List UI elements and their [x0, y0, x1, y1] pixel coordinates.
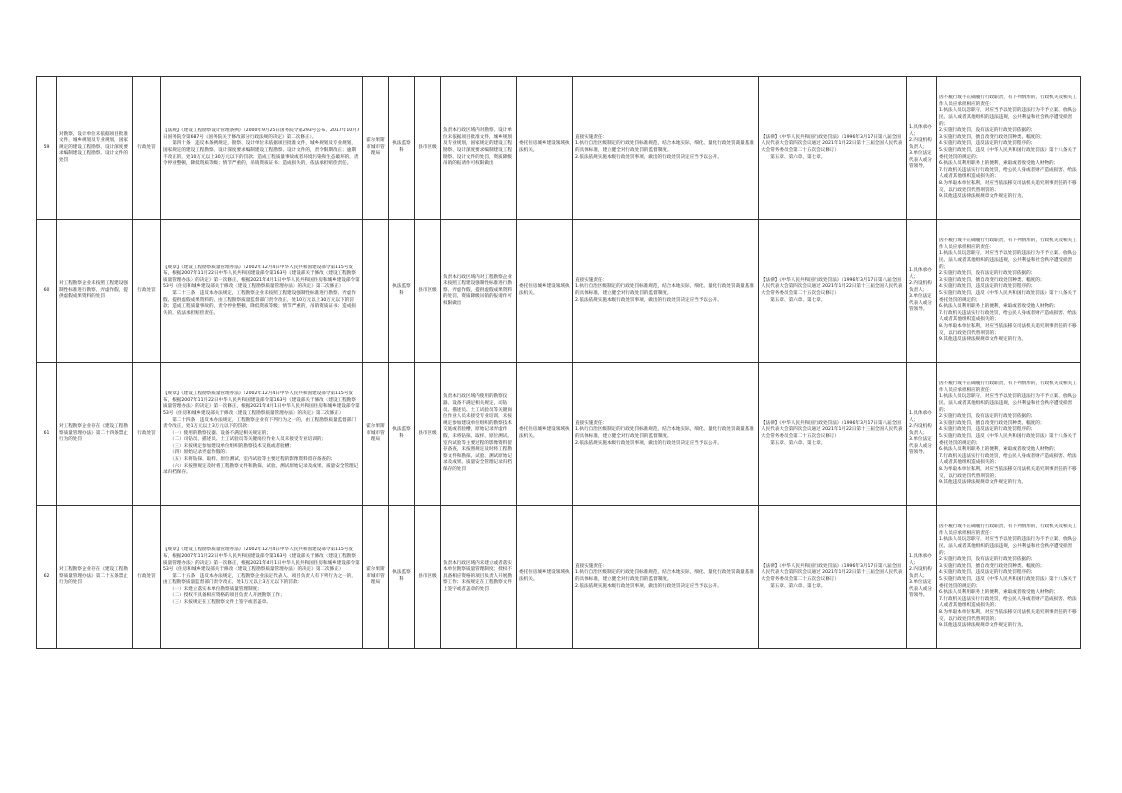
- duty-basis: 【法律】《中华人民共和国行政处罚法》（1996年3月17日第八届全国人民代表大会第四次会议通过 2021年1月22日第十三届全国人民代表大会常务委员会第二十五次会议修订） 第五章、第六章、第七章。: [759, 506, 907, 649]
- cooperation: 委托住房城乡建设领域执法机关。: [517, 220, 573, 363]
- legal-basis-text: 【规章】《建设工程勘察质量管理办法》（2002年12月4日中华人民共和国建设部令第115号发布，根据2007年11月22日中华人民共和国建设部令第163号《建设部关于修改〈建设工程勘察质量管理办法〉的决定》第一次修正，根据2021年4月1日中华人民共和国住房和城乡建设部令第53号《住房和城乡建设部关于修改〈建设工程勘察质量管理办法〉的决定》第二次修正） 第二十五条 违反本办法规定，工程勘察企业法定代表人、项目负责人有下列行为之一的，由工程勘察质量监督部门责令改正，处1万元以上3万元以下的罚款： （一）未建立落实本单位勘察质量管理制度； （二）授权不具备相应资格的项目负责人开展勘察工作； （三）未按规定在工程勘察文件上签字或者盖章。: [163, 547, 360, 606]
- level: 县市区级: [415, 220, 441, 363]
- responsibility-scope: 负责本行政区域内对勘察、设计单位未依据项目批准文件，城乡规划及专业规划，国家规定的建设工程勘察、设计深度要求编制建设工程勘察、设计文件的处罚，资质降级吊销的报请作可权限做出: [441, 77, 517, 220]
- responsible-subject: 1.具体承办人； 2.内设机构负责人； 3.单位法定代表人或分管领导。: [907, 363, 937, 506]
- table-row: [37, 77, 1081, 220]
- implementing-body: 执法监察科: [389, 363, 415, 506]
- cooperation: 委托住房城乡建设领域执法机关。: [517, 363, 573, 506]
- level: 县市区级: [415, 506, 441, 649]
- item-name: 对勘察、设计单位未依据项目批准文件，城乡规划及专业规划，国家规定的建设工程勘察、设计深度要求编制建设工程勘察、设计文件的处罚: [57, 77, 133, 220]
- table-row: [37, 506, 1081, 649]
- implementing-body: 执法监察科: [389, 77, 415, 220]
- duty-basis: 【法律】《中华人民共和国行政处罚法》（1996年3月17日第八届全国人民代表大会第四次会议通过 2021年1月22日第十三届全国人民代表大会常务委员会第二十五次会议修订） 第五章、第六章、第七章。: [759, 363, 907, 506]
- implementing-dept: 霍尔果斯市城市管理局: [363, 77, 389, 220]
- implementing-body: 执法监察科: [389, 220, 415, 363]
- item-name: 对工程勘察企业未按照工程建设强制性标准进行勘察、弄虚作假，提供虚假成果资料的处罚: [57, 220, 133, 363]
- table-row: [37, 220, 1081, 363]
- implementing-dept: 霍尔果斯市城市管理局: [363, 363, 389, 506]
- row-number: 59: [37, 77, 57, 220]
- item-type: 行政处罚: [133, 220, 161, 363]
- responsibility-scope: 负责本行政区域内对工程勘察企业未按照工程建设强制性标准进行勘察、弄虚作假，提供虚假成果资料的处罚，资质降级吊销的报请作可权限做出: [441, 220, 517, 363]
- responsible-subject: 1.具体承办人； 2.内设机构负责人； 3.单位法定代表人或分管领导。: [907, 506, 937, 649]
- legal-basis: [161, 77, 363, 220]
- implementing-body: 执法监察科: [389, 506, 415, 649]
- accountability-text: 因不履行或不正确履行行政职责，有下列情形的，行政机关及相关工作人员应承担相应的责任： 1.执法人员玩忽职守，对应当予以处罚的违法行为不予立案、放纵公民、法人或者其他组织的违法违规，公共利益和社会秩序遭受损害的； 2.实施行政处罚，没有法定的行政处罚依据的； 3.实施行政处罚，擅自改变行政处罚种类、幅度的； 4.实施行政处罚，违反法定的行政处罚程序的； 5.实施行政处罚，违反《中华人民共和国行政处罚法》第十八条关于委托处罚的规定的； 6.执法人员利用职务上的便利，索取或者收受他人财物的； 7.行政机关违法实行行政处罚，给公民人身或者财产造成损害、给法人或者其他组织造成损失的； 8.为牟取本单位私利，对应当依法移交司法机关追究刑事责任的不移交，以行政处罚代替刑罚的； 9.其他违反法律法规规章文件规定的行为。: [939, 238, 1077, 343]
- item-type: 行政处罚: [133, 363, 161, 506]
- cooperation: 委托住房城乡建设领域执法机关。: [517, 77, 573, 220]
- duty: 直接实施责任： 1.执行自治区级制定的行政处罚标准规范，结合本地实际，细化、量化行政处罚裁量基准的具体标准，建立健全对行政处罚的监督制度。 2.依法依规实施本级行政处罚事项，做出的行政处罚决定应当予以公开。: [573, 363, 759, 506]
- level: 县市区级: [415, 77, 441, 220]
- accountability-text: 因不履行或不正确履行行政职责，有下列情形的，行政机关及相关工作人员应承担相应的责任： 1.执法人员玩忽职守，对应当予以处罚的违法行为不予立案、放纵公民、法人或者其他组织的违法违规，公共利益和社会秩序遭受损害的； 2.实施行政处罚，没有法定的行政处罚依据的； 3.实施行政处罚，擅自改变行政处罚种类、幅度的； 4.实施行政处罚，违反法定的行政处罚程序的； 5.实施行政处罚，违反《中华人民共和国行政处罚法》第十八条关于委托处罚的规定的； 6.执法人员利用职务上的便利，索取或者收受他人财物的； 7.行政机关违法实行行政处罚，给公民人身或者财产造成损害、给法人或者其他组织造成损失的； 8.为牟取本单位私利，对应当依法移交司法机关追究刑事责任的不移交，以行政处罚代替刑罚的； 9.其他违反法律法规规章文件规定的行为。: [939, 524, 1077, 629]
- duty-basis: 【法律】《中华人民共和国行政处罚法》（1996年3月17日第八届全国人民代表大会第四次会议通过 2021年1月22日第十三届全国人民代表大会常务委员会第二十五次会议修订） 第五章、第六章、第七章。: [759, 77, 907, 220]
- legal-basis-text: 【规章】《建设工程勘察质量管理办法》（2002年12月4日中华人民共和国建设部令第115号发布，根据2007年11月22日中华人民共和国建设部令第163号《建设部关于修改〈建设工程勘察质量管理办法〉的决定》第一次修正，根据2021年4月1日中华人民共和国住房和城乡建设部令第53号《住房和城乡建设部关于修改〈建设工程勘察质量管理办法〉的决定》第二次修正） 第二十三条 违反本办法规定，工程勘察企业未按照工程建设强制性标准进行勘察、弄虚作假、提供虚假成果资料的，由工程勘察质量监督部门责令改正，处10万元以上30万元以下的罚款；造成工程质量事故的，责令停业整顿，降低资质等级；情节严重的，吊销资质证书；造成损失的，依法承担赔偿责任。: [163, 264, 360, 316]
- accountability-text: 因不履行或不正确履行行政职责，有下列情形的，行政机关及相关工作人员应承担相应的责任： 1.执法人员玩忽职守，对应当予以处罚的违法行为不予立案、放纵公民、法人或者其他组织的违法违规，公共利益和社会秩序遭受损害的； 2.实施行政处罚，没有法定的行政处罚依据的； 3.实施行政处罚，擅自改变行政处罚种类、幅度的； 4.实施行政处罚，违反法定的行政处罚程序的； 5.实施行政处罚，违反《中华人民共和国行政处罚法》第十八条关于委托处罚的规定的； 6.执法人员利用职务上的便利，索取或者收受他人财物的； 7.行政机关违法实行行政处罚，给公民人身或者财产造成损害、给法人或者其他组织造成损失的； 8.为牟取本单位私利，对应当依法移交司法机关追究刑事责任的不移交，以行政处罚代替刑罚的； 9.其他违反法律法规规章文件规定的行为。: [939, 381, 1077, 486]
- accountability: [937, 363, 1081, 506]
- level: 县市区级: [415, 363, 441, 506]
- duty-basis: 【法律】《中华人民共和国行政处罚法》（1996年3月17日第八届全国人民代表大会第四次会议通过 2021年1月22日第十三届全国人民代表大会常务委员会第二十五次会议修订） 第五章、第六章、第七章。: [759, 220, 907, 363]
- item-type: 行政处罚: [133, 506, 161, 649]
- duty: 直接实施责任： 1.执行自治区级制定的行政处罚标准规范，结合本地实际，细化、量化行政处罚裁量基准的具体标准，建立健全对行政处罚的监督制度。 2.依法依规实施本级行政处罚事项，做出的行政处罚决定应当予以公开。: [573, 506, 759, 649]
- accountability-text: 因不履行或不正确履行行政职责，有下列情形的，行政机关及相关工作人员应承担相应的责任： 1.执法人员玩忽职守，对应当予以处罚的违法行为不予立案、放纵公民、法人或者其他组织的违法违规，公共利益和社会秩序遭受损害的； 2.实施行政处罚，没有法定的行政处罚依据的； 3.实施行政处罚，擅自改变行政处罚种类、幅度的； 4.实施行政处罚，违反法定的行政处罚程序的； 5.实施行政处罚，违反《中华人民共和国行政处罚法》第十八条关于委托处罚的规定的； 6.执法人员利用职务上的便利，索取或者收受他人财物的； 7.行政机关违法实行行政处罚，给公民人身或者财产造成损害、给法人或者其他组织造成损失的； 8.为牟取本单位私利，对应当依法移交司法机关追究刑事责任的不移交，以行政处罚代替刑罚的； 9.其他违反法律法规规章文件规定的行为。: [939, 95, 1077, 200]
- responsible-subject: 1.具体承办人； 2.内设机构负责人； 3.单位法定代表人或分管领导。: [907, 77, 937, 220]
- cooperation: 委托住房城乡建设领域执法机关。: [517, 506, 573, 649]
- item-type: 行政处罚: [133, 77, 161, 220]
- accountability: [937, 220, 1081, 363]
- legal-basis-text: 【规章】《建设工程勘察质量管理办法》（2002年12月4日中华人民共和国建设部令第115号发布，根据2007年11月22日中华人民共和国建设部令第163号《建设部关于修改〈建设工程勘察质量管理办法〉的决定》第一次修正，根据2021年4月1日中华人民共和国住房和城乡建设部令第53号《住房和城乡建设部关于修改〈建设工程勘察质量管理办法〉的决定》第二次修正） 第二十四条 违反本办法规定，工程勘察企业有下列行为之一的，由工程勘察质量监督部门责令改正，处1万元以上3万元以下的罚款： （一）使用的勘察仪器、设备不满足相关规定的； （二）司钻员、描述员、土工试验员等关键岗位作业人员未接受专业培训的； （三）未按规定参加建设单位组织的勘察技术交底或者验槽； （四）原始记录弄虚作假的； （五）未将钻探、取样、原位测试、室内试验等主要过程的影像资料留存备查的； （六）未按照规定及时将工程勘察文件和勘探、试验、测试原始记录及成果、质量安全管理记录归档保存。: [163, 391, 360, 476]
- implementing-dept: 霍尔果斯市城市管理局: [363, 506, 389, 649]
- power-list-table: [36, 76, 1081, 649]
- implementing-dept: [363, 220, 389, 363]
- duty: 直接实施责任： 1.执行自治区级制定的行政处罚标准规范，结合本地实际，细化、量化行政处罚裁量基准的具体标准，建立健全对行政处罚的监督制度。 2.依法依规实施本级行政处罚事项，做出的行政处罚决定应当予以公开。: [573, 77, 759, 220]
- legal-basis: [161, 363, 363, 506]
- legal-basis: [161, 506, 363, 649]
- duty: 直接实施责任： 1.执行自治区级制定的行政处罚标准规范，结合本地实际，细化、量化行政处罚裁量基准的具体标准，建立健全对行政处罚的监督制度。 2.依法依规实施本级行政处罚事项，做出的行政处罚决定应当予以公开。: [573, 220, 759, 363]
- accountability: [937, 77, 1081, 220]
- row-number: 62: [37, 506, 57, 649]
- legal-basis-text: 【法规】《建设工程勘察设计管理条例》（2000年9月25日国务院令第293号公布，2017年10月7日国务院令第687号《国务院关于修改部分行政法规的决定》第二次修正）。 第四十条 违反本条例规定，勘察、设计单位未依据项目批准文件，城乡规划及专业规划，国家规定的建设工程勘察、设计深度要求编制建设工程勘察、设计文件的，责令限期改正；逾期不改正的，处10万元以上30万元以下的罚款；造成工程质量事故或者环境污染和生态破坏的，责令停业整顿，降低资质等级；情节严重的，吊销资质证书；造成损失的，依法承担赔偿责任。: [163, 128, 360, 167]
- legal-basis: [161, 220, 363, 363]
- accountability: [937, 506, 1081, 649]
- item-name: 对工程勘察企业存在《建设工程勘察质量管理办法》第二十四条禁止行为的处罚: [57, 363, 133, 506]
- responsibility-scope: 负责本行政区域内未建立或者落实本单位勘察质量管理制度；授权不具备相应资格的项目负责人开展勘察工作；未按规定在工程勘察文件上签字或者盖章的处罚: [441, 506, 517, 649]
- responsibility-scope: 负责本行政区域内使用的勘察仪器、设备不满足相关规定，司钻员、描述员、土工试验员等关键岗位作业人员未接受专业培训，未按规定参加建设单位组织的勘察技术交底或者验槽，原始记录弄虚作假，未将钻探、取样、原位测试、室内试验等主要过程的影像资料留存备查，未按照规定及时将工程勘察文件和勘探、试验、测试原始记录及成果、质量安全管理记录归档保存的处罚: [441, 363, 517, 506]
- item-name: 对工程勘察企业存在《建设工程勘察质量管理办法》第二十五条禁止行为的处罚: [57, 506, 133, 649]
- responsible-subject: 1.具体承办人； 2.内设机构负责人； 3.单位法定代表人或分管领导。: [907, 220, 937, 363]
- table-row: [37, 363, 1081, 506]
- row-number: 60: [37, 220, 57, 363]
- row-number: 61: [37, 363, 57, 506]
